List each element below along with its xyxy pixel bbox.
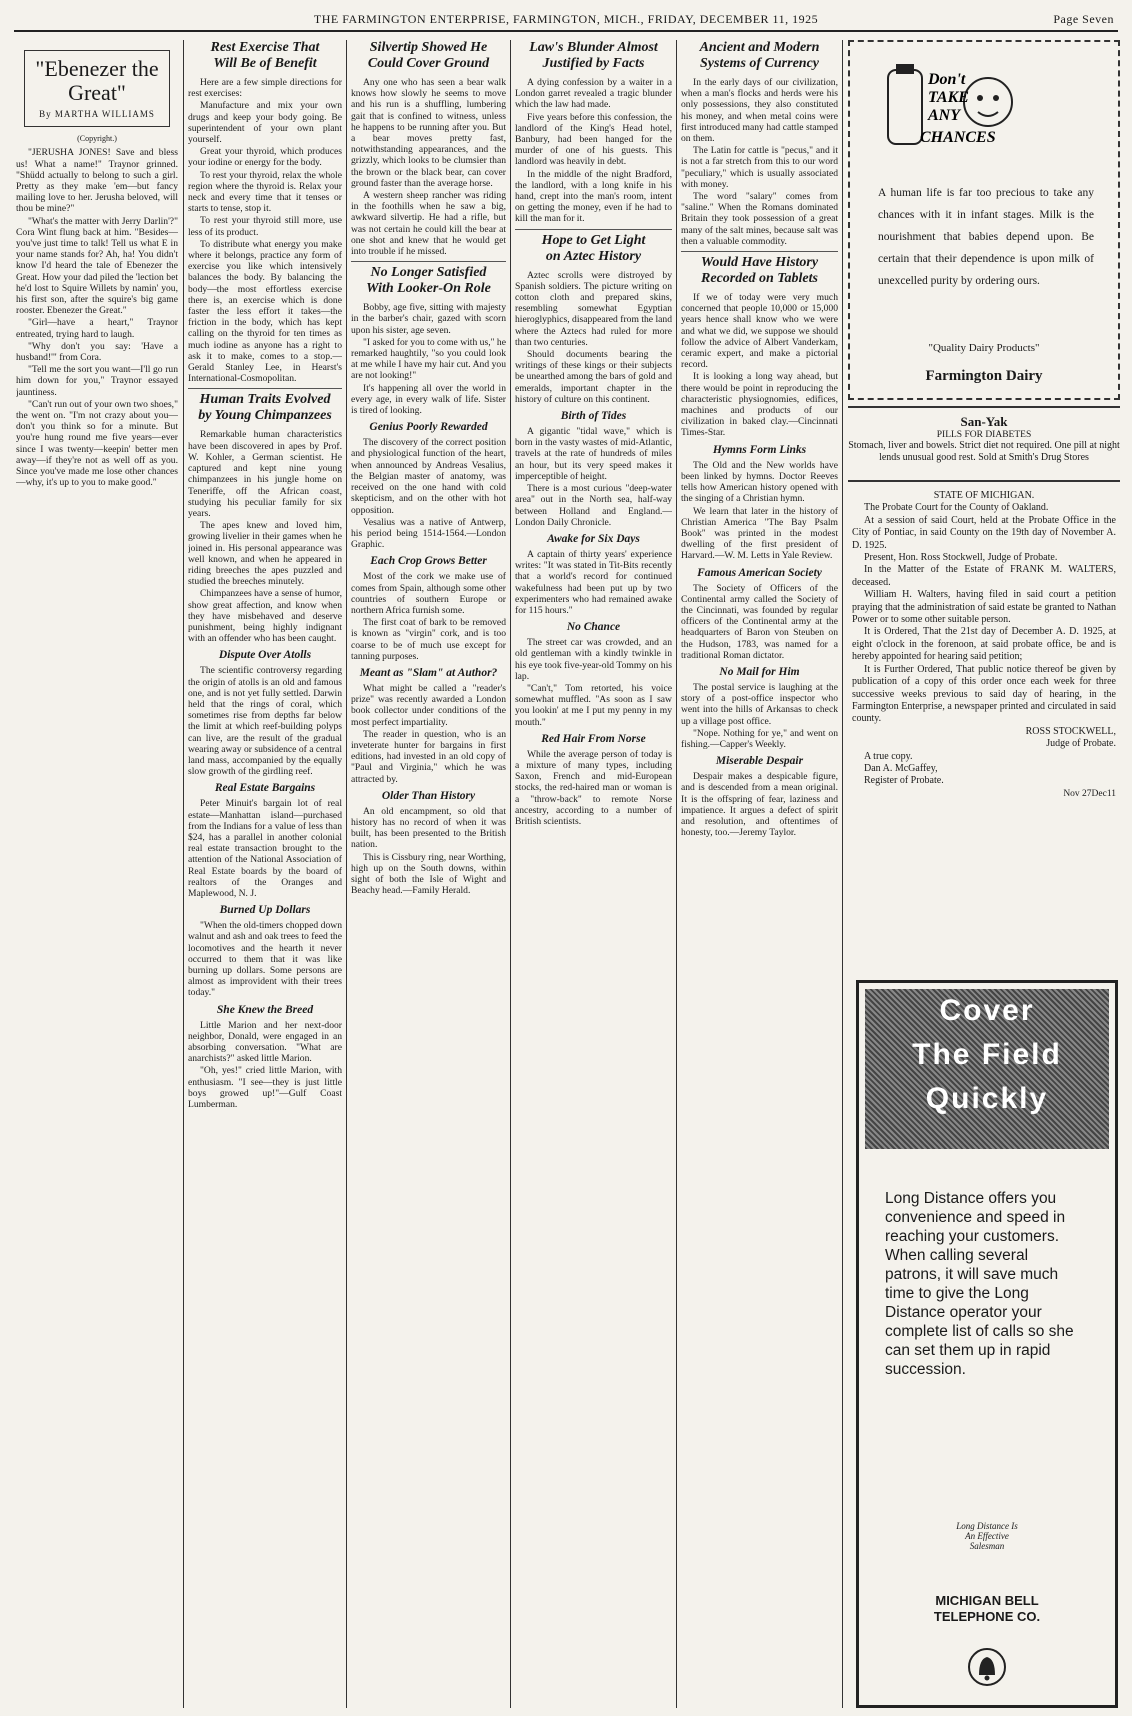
article-headline: Awake for Six Days xyxy=(547,532,640,545)
bell-company-name: MICHIGAN BELL TELEPHONE CO. xyxy=(933,1593,1041,1624)
byline: By MARTHA WILLIAMS xyxy=(39,109,155,119)
article-headline: Miserable Despair xyxy=(715,755,804,768)
probate-judge-title: Judge of Probate. xyxy=(1046,738,1116,750)
article-headline: Ancient and Modern Systems of Currency xyxy=(699,40,820,71)
probate-notice xyxy=(852,490,1116,800)
dairy-ad-copy: A human life is far too precious to take any chances with it in infant stages. Milk is the nourishment that babies depend upon. Be certain that their dependence is upon milk of unexcelled purity by ordering ours. xyxy=(878,187,1094,287)
article-body xyxy=(681,77,838,247)
paragraph: We learn that later in the history of Christian America "The Bay Psalm Book" was printed in the modest dwelling of the first president of Harvard.—W. M. Letts in Yale Review. xyxy=(681,505,838,562)
probate-paragraph: It is Ordered, That the 21st day of December A. D. 1925, at eight o'clock in the forenoon, at said probate office, be and is hereby appointed for hearing said petition; xyxy=(852,626,1116,663)
article-headline: Hope to Get Light on Aztec History xyxy=(515,229,672,265)
paragraph: "JERUSHA JONES! Save and bless us! What a name!" Traynor grinned. "Shüdd actually to belong to such a girl. Pretty as they make 'em—but fancy mailing love to her. Jerusha beloved, will thou be mine?" xyxy=(16,147,178,215)
article-body xyxy=(351,77,506,257)
article-headline: Law's Blunder Almost Justified by Facts xyxy=(529,40,658,71)
article-headline: Rest Exercise That Will Be of Benefit xyxy=(210,40,320,71)
article-body xyxy=(681,771,838,838)
paragraph: Chimpanzees have a sense of humor, show great affection, and know when they have misbehaved and deserve punishment, being highly indignant with an offender who has been caught. xyxy=(188,588,342,645)
dairy-ad-brand: Farmington Dairy xyxy=(925,368,1043,384)
column-1 xyxy=(16,40,178,1708)
svg-text:Don't: Don't xyxy=(928,71,966,88)
article-body xyxy=(515,549,672,616)
article-body xyxy=(681,292,838,439)
article-headline: No Chance xyxy=(566,621,621,634)
column-2 xyxy=(188,40,342,1708)
column-rule xyxy=(676,40,677,1708)
story-body xyxy=(16,147,178,488)
article-headline: Silvertip Showed He Could Cover Ground xyxy=(367,40,490,71)
paragraph: The Society of Officers of the Continental army called the Society of the Cincinnati, was founded by regular officers of the Continental army at the headquarters of Baron von Steuben on the Hudson, 1783, was named for a traditional Roman dictator. xyxy=(681,582,838,661)
copyright-note: (Copyright.) xyxy=(77,134,117,144)
paragraph: "I asked for you to come with us," he remarked haughtily, "so you could look at me while I have my hair cut. And you are not looking!" xyxy=(351,336,506,382)
paragraph: "Oh, yes!" cried little Marion, with enthusiasm. "I see—they is just little boys growed up!"—Gulf Coast Lumberman. xyxy=(188,1065,342,1111)
story-title-line2: Great" xyxy=(68,80,126,105)
probate-paragraph: In the Matter of the Estate of FRANK M. WALTERS, deceased. xyxy=(852,564,1116,588)
article-body xyxy=(681,583,838,661)
probate-paragraph: It is Further Ordered, That public notice thereof be given by publication of a copy of this order once each week for three successive weeks previous to said day of hearing, in the Farmington Enterprise, a newspaper printed and circulated in said county. xyxy=(852,663,1116,725)
paragraph: "Nope. Nothing for ye," and went on fishing.—Capper's Weekly. xyxy=(681,727,838,750)
dairy-advertisement xyxy=(848,40,1120,400)
svg-text:TAKE: TAKE xyxy=(928,89,969,106)
paragraph: Despair makes a despicable figure, and is descended from a mean original. It is the offspring of fear, laziness and impatience. It argues a defect of spirit and resolution, and oftentimes of honesty, too.—Jeremy Taylor. xyxy=(681,771,838,839)
paragraph: The discovery of the correct position and physiological function of the heart, when announced by Andreas Vesalius, the Belgian master of anatomy, was received on the one hand with cold skepticism, and on the other with hot opposition. xyxy=(351,437,506,516)
article-body xyxy=(351,437,506,550)
probate-heading: STATE OF MICHIGAN. xyxy=(933,490,1035,501)
paragraph: This is Cissbury ring, near Worthing, high up on the South downs, within sight of both the Isle of Wight and Beachy head.—Family Herald. xyxy=(351,851,506,897)
paragraph: The street car was crowded, and an old gentleman with a kindly twinkle in his eye took five-year-old Tommy on his lap. xyxy=(515,637,672,682)
article-body xyxy=(351,571,506,662)
paragraph: Manufacture and mix your own drugs and keep your body going. Be superintendent of your own plant yourself. xyxy=(188,100,342,146)
column-3 xyxy=(351,40,506,1708)
article-body xyxy=(351,806,506,897)
paragraph: Any one who has seen a bear walk knows how slowly he seems to move and his run is a shuffling, lumbering gait that is confined to witness, unless he happens to be running after you. But a bear moves pretty fast, notwithstanding appearances, and the grizzly, which looks to be clumsier than the brown or the black bear, can cover ground faster than the average horse. xyxy=(351,77,506,189)
san-yak-subtitle: PILLS FOR DIABETES xyxy=(936,430,1032,440)
paragraph: "Why don't you say: 'Have a husband!'" from Cora. xyxy=(16,340,178,364)
paragraph: Great your thyroid, which produces your iodine or energy for the body. xyxy=(188,146,342,169)
paragraph: Remarkable human characteristics have been discovered in apes by Prof. W. Kohler, a German scientist. He captured and kept nine young chimpanzees in his jungle home on Teneriffe, off the African coast, studying his peculiar family for six years. xyxy=(188,429,342,519)
article-headline: Famous American Society xyxy=(697,566,822,579)
probate-judge-name: ROSS STOCKWELL, xyxy=(1025,725,1116,737)
article-body xyxy=(188,77,342,384)
probate-run-dates: Nov 27Dec11 xyxy=(1063,788,1116,799)
paragraph: Should documents bearing the writings of these kings or their subjects be unearthed among the bars of gold and emeralds, important chapter in the history of culture on this continent. xyxy=(515,349,672,405)
article-body xyxy=(681,682,838,750)
column-4 xyxy=(515,40,672,1708)
paragraph: Five years before this confession, the landlord of the King's Head hotel, Banbury, had been hanged for the murder of one of his guests. This landlord was heavily in debt. xyxy=(515,111,672,168)
probate-paragraph: Present, Hon. Ross Stockwell, Judge of Probate. xyxy=(864,552,1058,564)
svg-text:CHANCES: CHANCES xyxy=(920,129,996,146)
column-rule xyxy=(346,40,347,1708)
san-yak-name: San-Yak xyxy=(960,414,1008,429)
paragraph: What might be called a "reader's prize" was recently awarded a London book collector under conditions of the most perfect impartiality. xyxy=(351,682,506,728)
paragraph: The reader in question, who is an inveterate hunter for bargains in first editions, had invested in an old copy of "Paul and Virginia," which he was attracted by. xyxy=(351,728,506,785)
paragraph: Peter Minuit's bargain lot of real estate—Manhattan island—purchased from the Indians for a value of less than $24, has a parallel in another colonial real estate transaction brought to the attention of the National Association of Real Estate boards by the board of realtors of the Oranges and Maplewood, N. J. xyxy=(188,798,342,899)
article-body xyxy=(188,429,342,644)
article-headline: She Knew the Breed xyxy=(216,1003,314,1016)
paragraph: A captain of thirty years' experience writes: "It was stated in Tit-Bits recently that a world's record for continued wakefulness had been put up by two experimenters who had remained awake for 115 hours." xyxy=(515,548,672,616)
article-body xyxy=(188,665,342,777)
paragraph: The postal service is laughing at the story of a post-office inspector who went into the hills of Arkansas to check up a village post office. xyxy=(681,681,838,727)
paragraph: The word "salary" comes from "saline." When the Romans dominated Britain they took possession of a great many of the salt mines, because salt was then a valuable commodity. xyxy=(681,191,838,247)
article-body xyxy=(188,920,342,998)
paragraph: Vesalius was a native of Antwerp, his period being 1514-1564.—London Graphic. xyxy=(351,516,506,551)
paragraph: "What's the matter with Jerry Darlin'?" Cora Wint flung back at him. "Besides—you've just time to talk! Tell us what E in your name stands for? Ah, ha! You didn't know I'd heard the tale of Ebenezer the Great. How your dad piled the 'lection bet he'd lost to Squire Willets by namin' you, his first son, after the squire's big game rooster. Ebenezer the Great." xyxy=(16,215,178,317)
story-title-line1: "Ebenezer the xyxy=(35,56,159,81)
paragraph: There is a most curious "deep-water area" out in the North sea, half-way between Holland and England.—London Daily Chronicle. xyxy=(515,483,672,528)
paragraph: The apes knew and loved him, growing livelier in their games when he joined in. His personal appearance was well known, and when he appeared in riding breeches the apes puzzled and studied the breeches minutely. xyxy=(188,520,342,588)
article-body xyxy=(188,798,342,899)
bell-ad-banner xyxy=(865,989,1109,1149)
page-number: Page Seven xyxy=(1053,12,1114,26)
paragraph: While the average person of today is a mixture of many types, including Saxon, French and mid-European stocks, the red-haired man or woman is a "throw-back" to remote Norse ancestry, according to a number of British scientists. xyxy=(515,748,672,827)
article-headline: Each Crop Grows Better xyxy=(370,555,487,568)
paragraph: The Old and the New worlds have been linked by hymns. Doctor Reeves tells how American history opened with the singing of a Christian hymn. xyxy=(681,459,838,505)
article-body xyxy=(351,302,506,416)
paragraph: "Tell me the sort you want—I'll go run him down for you," Traynor essayed jauntiness. xyxy=(16,364,178,398)
paragraph: "Can't," Tom retorted, his voice somewhat muffled. "As soon as I saw you lookin' at me I put my penny in my mouth." xyxy=(515,682,672,728)
paragraph: Bobby, age five, sitting with majesty in the barber's chair, gazed with scorn upon his sister, age seven. xyxy=(351,302,506,336)
probate-paragraph: William H. Walters, having filed in said court a petition praying that the administration of said estate be granted to Nathan Power or to some other suitable person. xyxy=(852,589,1116,626)
paragraph: Little Marion and her next-door neighbor, Donald, were engaged in an absorbing conversation. "What are anarchists?" asked little Marion. xyxy=(188,1019,342,1065)
article-headline: Human Traits Evolved by Young Chimpanzees xyxy=(188,388,342,424)
paragraph: The first coat of bark to be removed is known as "virgin" cork, and is too coarse to be of much use except for tanning purposes. xyxy=(351,617,506,662)
article-headline: Meant as "Slam" at Author? xyxy=(359,666,498,679)
article-body xyxy=(515,637,672,728)
article-headline: No Mail for Him xyxy=(719,665,800,678)
article-body xyxy=(515,749,672,827)
article-body xyxy=(188,1020,342,1111)
paragraph: A western sheep rancher was riding in the foothills when he saw a big, awkward silvertip. He had a rifle, but was not certain he could kill the bear at one shot and knew that he would get into trouble if he missed. xyxy=(351,190,506,258)
bell-icon xyxy=(967,1647,1007,1687)
paragraph: To distribute what energy you make where it belongs, practice any form of exercise you like which intensively balances the body. By balancing the body—the most effortless exercise there is, an exercise which is done faster the less effort it takes—the friction in the body, which has kept calling on the thyroid for ten times as much iodine as anyone has a right to ask it to make, comes to a stop.—Gerald Stanley Lee, in Hearst's International-Cosmopolitan. xyxy=(188,238,342,385)
probate-register-title: Register of Probate. xyxy=(864,775,944,787)
article-headline: No Longer Satisfied With Looker-On Role xyxy=(351,261,506,297)
article-headline: Dispute Over Atolls xyxy=(218,649,312,662)
article-headline: Red Hair From Norse xyxy=(541,732,646,745)
probate-true-copy: A true copy. xyxy=(864,750,913,762)
paragraph: It's happening all over the world in every age, in every walk of life. Sister is tired of looking. xyxy=(351,382,506,417)
bell-banner-line3: Quickly xyxy=(925,1082,1049,1115)
paragraph: It is looking a long way ahead, but there would be point in reproducing the characteristic physiognomies, edifices, machines and products of our civilization in baked clay.—Cincinnati Times-Star. xyxy=(681,371,838,439)
article-headline: Real Estate Bargains xyxy=(214,782,316,795)
bell-ad-tagline: Long Distance Is An Effective Salesman xyxy=(956,1521,1018,1551)
paragraph: If we of today were very much concerned that people 10,000 or 15,000 years hence shall know who we were and what we did, we suppose we should follow the advice of Albert Vanderkam, ceramic expert, and make a pictorial record. xyxy=(681,292,838,371)
paragraph: "When the old-timers chopped down walnut and ash and oak trees to feed the locomotives and the hearth it never occurred to them that it was like burning up dollars. Some persons are almost as improvident with their trees today." xyxy=(188,920,342,999)
article-body xyxy=(351,683,506,785)
paragraph: The scientific controversy regarding the origin of atolls is an old and famous one, and is not yet fully settled. Darwin held that the rings of coral, which sometimes rise from depths far below the limit at which reef-building polyps can live, are the result of the gradual wearing away or subsidence of a central land mass, accompanied by the equally slow growth of the girdling reef. xyxy=(188,665,342,778)
dont-take-any-chances-logo xyxy=(870,62,1020,152)
article-headline: Burned Up Dollars xyxy=(219,904,311,917)
probate-register-name: Dan A. McGaffey, xyxy=(864,762,938,774)
column-rule xyxy=(842,40,843,1708)
paragraph: A gigantic "tidal wave," which is born in the vasty wastes of mid-Atlantic, travels at the rate of hundreds of miles an hour, but its very speed makes it imperceptible of height. xyxy=(515,426,672,482)
article-body xyxy=(515,77,672,225)
paragraph: To rest your thyroid still more, use less of its product. xyxy=(188,215,342,238)
paragraph: "Can't run out of your own two shoes," the went on. "I'm not crazy about you—don't you think so for a minute. But you're hung round me five years—ever since I was twenty—keepin' better men away—if they're not as well off as you. Since you've made me lose other chances—why, it's up to you to make good." xyxy=(16,398,178,489)
paragraph: An old encampment, so old that history has no record of when it was built, has been presented to the British nation. xyxy=(351,805,506,851)
article-headline: Would Have History Recorded on Tablets xyxy=(681,251,838,287)
san-yak-copy: Stomach, liver and bowels. Strict diet not required. One pill at night lends unusual good rest. Sold at Smith's Drug Stores xyxy=(848,440,1120,463)
article-headline: Older Than History xyxy=(381,789,476,802)
probate-paragraph: At a session of said Court, held at the Probate Office in the City of Pontiac, in said County on the 19th day of November A. D. 1925. xyxy=(852,514,1116,551)
masthead xyxy=(14,6,1118,32)
article-body xyxy=(515,426,672,528)
bell-banner-line2: The Field xyxy=(912,1038,1062,1071)
masthead-title: THE FARMINGTON ENTERPRISE, FARMINGTON, MICH., FRIDAY, DECEMBER 11, 1925 xyxy=(313,12,819,26)
article-body xyxy=(681,460,838,562)
bell-banner-line1: Cover xyxy=(939,994,1035,1027)
paragraph: Here are a few simple directions for rest exercises: xyxy=(188,77,342,100)
svg-text:ANY: ANY xyxy=(928,107,960,124)
paragraph: To rest your thyroid, relax the whole region where the thyroid is. Relax your neck and every time that it tenses or starts to tense, stop it. xyxy=(188,169,342,215)
paragraph: Most of the cork we make use of comes from Spain, although some other countries of southern Europe or northern Africa furnish some. xyxy=(351,571,506,616)
paragraph: The Latin for cattle is "pecus," and it is not a far stretch from this to our word "peculiary," which is usually associated with money. xyxy=(681,145,838,190)
paragraph: In the middle of the night Bradford, the landlord, with a long knife in his hand, crept into the man's room, intent on getting the money, even if he had to kill the man for it. xyxy=(515,168,672,225)
san-yak-advertisement xyxy=(848,406,1120,482)
column-rule xyxy=(183,40,184,1708)
article-headline: Birth of Tides xyxy=(560,410,627,423)
dairy-ad-tagline: "Quality Dairy Products" xyxy=(928,342,1040,354)
article-body xyxy=(515,270,672,405)
article-headline: Genius Poorly Rewarded xyxy=(369,421,488,434)
probate-court: The Probate Court for the County of Oakland. xyxy=(864,502,1049,514)
paragraph: In the early days of our civilization, when a man's flocks and herds were his only possessions, they also constituted his money, and when metal coins were first introduced many had cattle stamped on them. xyxy=(681,77,838,145)
michigan-bell-advertisement xyxy=(856,980,1118,1708)
article-headline: Hymns Form Links xyxy=(712,443,807,456)
paragraph: Aztec scrolls were distroyed by Spanish soldiers. The picture writing on cotton cloth and prepared skins, resembling somewhat Egyptian hieroglyphics, disappeared from the land where the Aztecs had ruled for more than two centuries. xyxy=(515,269,672,348)
bell-ad-copy: Long Distance offers you convenience and speed in reaching your customers. When calling several patrons, it will save much time to give the Long Distance operator your complete list of calls so she can set them up in rapid succession. xyxy=(885,1190,1074,1378)
column-rule xyxy=(510,40,511,1708)
story-title-box xyxy=(24,50,170,127)
paragraph: "Girl—have a heart," Traynor entreated, trying hard to laugh. xyxy=(16,317,178,340)
column-5 xyxy=(681,40,838,1708)
paragraph: A dying confession by a waiter in a London garret revealed a tragic blunder which the law had made. xyxy=(515,77,672,111)
